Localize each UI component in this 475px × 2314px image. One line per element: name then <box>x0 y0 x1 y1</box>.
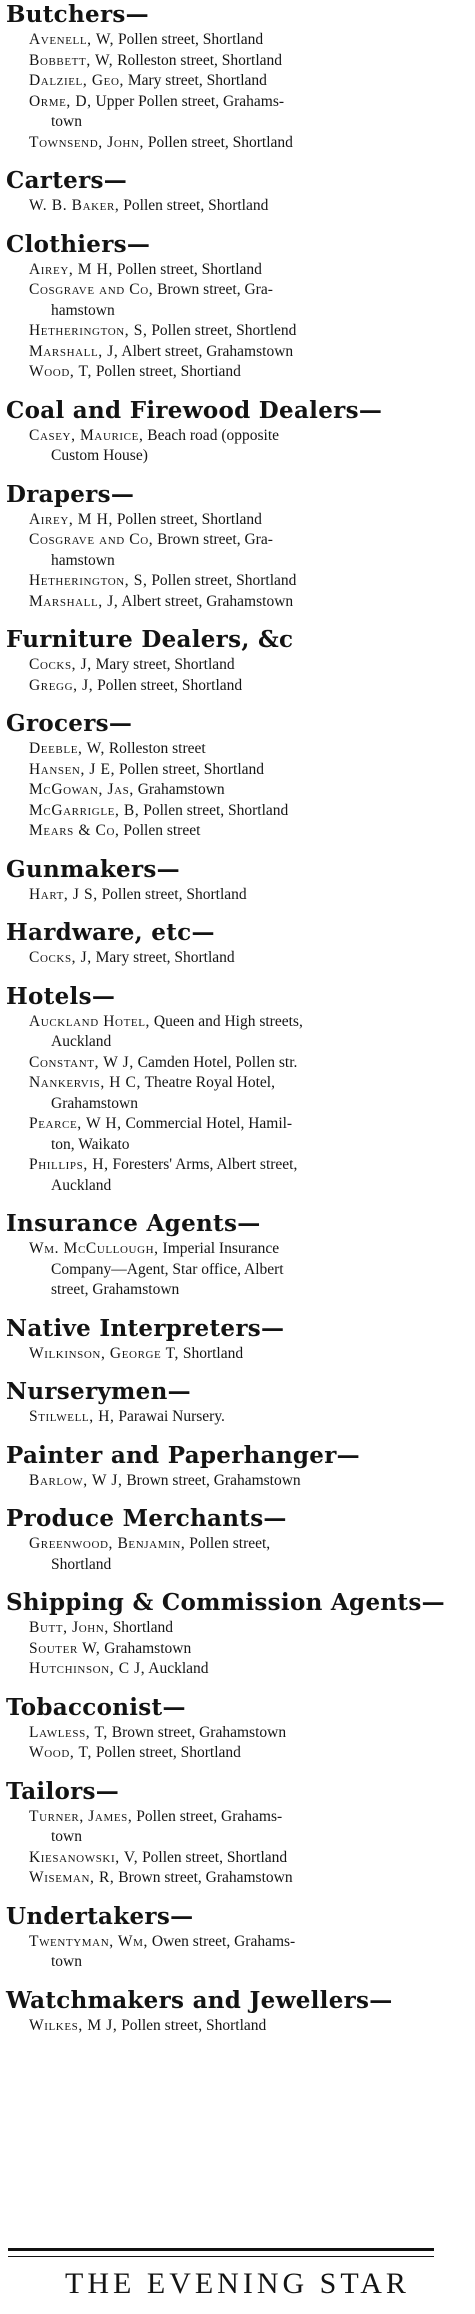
entry-name: Lawless, T, <box>29 1723 108 1741</box>
entry-name: Turner, James, <box>29 1807 133 1825</box>
entry-address: Owen street, Grahams- <box>151 1932 296 1950</box>
directory-section <box>6 1504 470 1575</box>
directory-entry <box>6 571 470 592</box>
entry-address: Albert street, Grahamstown <box>121 342 294 360</box>
directory-entry <box>6 1012 470 1053</box>
entry-address: Mary street, Shortland <box>95 656 235 673</box>
entry-address: Grahamstown <box>104 1639 192 1657</box>
entry-name: Casey, Maurice, <box>29 426 144 444</box>
directory-entry <box>6 1344 470 1365</box>
entry-address: Mary street, Shortland <box>127 72 267 89</box>
entry-name: W. B. Baker, <box>29 197 120 214</box>
section-heading: Grocers— <box>6 710 133 737</box>
directory-entry <box>6 1659 470 1680</box>
entry-name: McGowan, Jas, <box>29 781 134 798</box>
directory-section <box>6 1441 470 1492</box>
directory-section <box>6 0 470 153</box>
entry-name: Gregg, J, <box>29 676 94 694</box>
entry-address: Parawai Nursery. <box>118 1408 225 1425</box>
entry-address: Pollen street, Shortland <box>116 260 262 278</box>
directory-entry <box>6 280 470 321</box>
section-heading: Tailors— <box>6 1777 120 1805</box>
entry-address: Pollen street, <box>189 1535 271 1552</box>
directory-entry <box>6 133 470 154</box>
entry-name: Marshall, J, <box>29 342 119 360</box>
entry-name: Hutchinson, C J, <box>29 1660 146 1677</box>
section-heading: Nurserymen— <box>6 1378 191 1405</box>
entry-address: Rolleston street <box>108 740 206 757</box>
entry-address: Commercial Hotel, Hamil- <box>125 1115 293 1132</box>
directory-section <box>6 982 470 1197</box>
entry-name: Avenell, W, <box>29 31 115 48</box>
entry-name: Mears & Co, <box>29 822 120 839</box>
entry-continuation: town <box>51 1828 82 1845</box>
directory-entry <box>6 1239 470 1301</box>
entry-address: Mary street, Shortland <box>95 949 235 966</box>
entry-name: Constant, W J, <box>29 1053 134 1071</box>
entry-name: Cocks, J, <box>29 656 92 673</box>
entry-address: Imperial Insurance <box>162 1240 280 1257</box>
entry-name: Wood, T, <box>29 1744 92 1761</box>
directory-entry <box>6 2016 470 2037</box>
directory-section <box>6 625 470 696</box>
directory-entry <box>6 655 470 676</box>
entry-name: Phillips, H, <box>29 1156 109 1173</box>
entry-name: Marshall, J, <box>29 592 119 610</box>
entry-name: Hart, J S, <box>29 885 98 903</box>
entry-continuation: Company—Agent, Star office, Albert <box>51 1260 284 1278</box>
directory-entry <box>6 948 470 969</box>
entry-address: Pollen street, Shortland <box>143 801 289 819</box>
entry-name: Cocks, J, <box>29 949 92 966</box>
entry-name: Barlow, W J, <box>29 1471 123 1489</box>
directory-entry <box>6 1053 470 1074</box>
directory-section <box>6 918 470 969</box>
directory-section <box>6 855 470 906</box>
directory-section <box>6 1314 470 1365</box>
entry-address: Queen and High streets, <box>153 1012 303 1030</box>
entry-name: Hetherington, S, <box>29 322 148 339</box>
entry-address: Pollen street, Shortland <box>151 572 297 589</box>
entry-continuation: ton, Waikato <box>51 1135 130 1153</box>
directory-entry <box>6 1155 470 1196</box>
section-heading: Insurance Agents— <box>6 1210 261 1237</box>
directory-entry <box>6 1848 470 1869</box>
entry-name: Hansen, J E, <box>29 760 116 778</box>
entry-name: Twentyman, Wm, <box>29 1932 149 1950</box>
entry-name: Souter W, <box>29 1639 101 1657</box>
entry-name: Hetherington, S, <box>29 572 148 589</box>
double-rule-divider <box>8 2248 434 2257</box>
entry-name: Cosgrave and Co, <box>29 531 154 548</box>
directory-entry <box>6 510 470 531</box>
entry-address: Rolleston street, Shortland <box>117 51 283 69</box>
masthead-title: THE EVENING STAR <box>65 2267 410 2300</box>
entry-name: Wilkes, M J, <box>29 2016 118 2034</box>
entry-address: Pollen street, Shortland <box>121 2016 267 2034</box>
entry-address: Pollen street, Shortiand <box>95 363 241 380</box>
entry-name: Pearce, W H, <box>29 1115 122 1132</box>
entry-continuation: hamstown <box>51 301 115 319</box>
directory-entry <box>6 1073 470 1114</box>
section-heading: Butchers— <box>6 1 149 28</box>
entry-name: Butt, John, <box>29 1619 109 1636</box>
directory-entry <box>6 321 470 342</box>
entry-name: Kiesanowski, V, <box>29 1848 139 1866</box>
entry-address: Theatre Royal Hotel, <box>144 1074 275 1091</box>
directory-section <box>6 1693 470 1764</box>
entry-address: Upper Pollen street, Grahams- <box>95 92 285 110</box>
section-heading: Coal and Firewood Dealers— <box>6 396 383 424</box>
entry-address: Brown street, Gra- <box>157 531 273 548</box>
entry-address: Camden Hotel, Pollen str. <box>137 1053 298 1071</box>
entry-continuation: Auckland <box>51 1033 112 1050</box>
entry-address: Pollen street, Grahams- <box>136 1807 283 1825</box>
directory-entry <box>6 362 470 383</box>
entry-name: Orme, D, <box>29 92 92 110</box>
entry-address: Brown street, Grahamstown <box>118 1869 293 1886</box>
entry-name: Stilwell, H, <box>29 1408 115 1425</box>
entry-address: Albert street, Grahamstown <box>121 592 294 610</box>
entry-name: Wood, T, <box>29 363 92 380</box>
directory-entry <box>6 592 470 613</box>
directory-entry <box>6 51 470 72</box>
directory-entry <box>6 71 470 92</box>
entry-name: Wm. McCullough, <box>29 1240 159 1257</box>
entry-address: Pollen street, Shortland <box>97 676 243 694</box>
directory-entry <box>6 1868 470 1889</box>
section-heading: Hardware, etc— <box>6 919 215 946</box>
entry-address: Pollen street, Shortland <box>95 1744 241 1761</box>
entry-address: Pollen street, Shortland <box>101 885 247 903</box>
entry-continuation: Grahamstown <box>51 1094 138 1112</box>
entry-name: McGarrigle, B, <box>29 801 140 819</box>
directory-entry <box>6 1114 470 1155</box>
directory-entry <box>6 1743 470 1764</box>
directory-entry <box>6 676 470 697</box>
directory-entry <box>6 30 470 51</box>
directory-section <box>6 396 470 467</box>
section-heading: Painter and Paperhanger— <box>6 1441 360 1469</box>
entry-address: Pollen street, Shortland <box>118 31 264 48</box>
entry-name: Townsend, John, <box>29 133 144 151</box>
entry-address: Pollen street, Shortland <box>142 1848 288 1866</box>
entry-address: Brown street, Grahamstown <box>126 1471 301 1489</box>
directory-entry <box>6 760 470 781</box>
entry-address: Pollen street, Shortland <box>118 760 265 778</box>
entry-name: Dalziel, Geo, <box>29 72 124 89</box>
directory-entry <box>6 801 470 822</box>
entry-name: Nankervis, H C, <box>29 1074 141 1091</box>
directory-entry <box>6 1807 470 1848</box>
directory-entry <box>6 260 470 281</box>
directory-section <box>6 1377 470 1428</box>
entry-address: Shortland <box>112 1619 173 1636</box>
directory-entry <box>6 426 470 467</box>
entry-continuation: Shortland <box>51 1555 112 1573</box>
entry-address: Grahamstown <box>137 781 225 798</box>
directory-entry <box>6 1932 470 1973</box>
directory-section <box>6 1209 470 1301</box>
directory-entry <box>6 821 470 842</box>
entry-continuation: town <box>51 113 82 130</box>
entry-name: Airey, M H, <box>29 260 113 278</box>
directory-entry <box>6 342 470 363</box>
directory-entry <box>6 1407 470 1428</box>
section-heading: Shipping & Commission Agents— <box>6 1589 445 1616</box>
entry-name: Greenwood, Benjamin, <box>29 1535 186 1552</box>
section-heading: Native Interpreters— <box>6 1314 285 1342</box>
section-heading: Undertakers— <box>6 1902 194 1930</box>
entry-name: Bobbett, W, <box>29 51 114 69</box>
entry-name: Auckland Hotel, <box>29 1012 151 1030</box>
entry-continuation: Auckland <box>51 1176 112 1194</box>
entry-name: Wiseman, R, <box>29 1869 115 1886</box>
directory-entry <box>6 1618 470 1639</box>
entry-continuation: town <box>51 1953 82 1970</box>
entry-address: Foresters' Arms, Albert street, <box>112 1156 298 1173</box>
section-heading: Tobacconist— <box>6 1693 186 1721</box>
directory-section <box>6 1986 470 2037</box>
entry-continuation: Custom House) <box>51 447 148 464</box>
entry-address: Pollen street <box>123 822 201 839</box>
entry-continuation: hamstown <box>51 551 115 569</box>
directory-section <box>6 709 470 842</box>
entry-address: Brown street, Grahamstown <box>111 1723 287 1741</box>
directory-section <box>6 1902 470 1973</box>
entry-address: Brown street, Gra- <box>157 281 273 298</box>
section-heading: Hotels— <box>6 982 116 1010</box>
entry-name: Cosgrave and Co, <box>29 281 154 298</box>
directory-entry <box>6 530 470 571</box>
directory-entry <box>6 885 470 906</box>
section-heading: Gunmakers— <box>6 855 180 883</box>
business-directory <box>6 0 470 2036</box>
entry-address: Pollen street, Shortland <box>123 197 269 214</box>
directory-entry <box>6 196 470 217</box>
directory-entry <box>6 1639 470 1660</box>
directory-entry <box>6 92 470 133</box>
entry-address: Pollen street, Shortland <box>147 133 293 151</box>
entry-name: Airey, M H, <box>29 510 113 528</box>
entry-address: Beach road (opposite <box>147 426 280 444</box>
entry-name: Wilkinson, George T, <box>29 1344 179 1362</box>
entry-address: Auckland <box>148 1660 209 1677</box>
directory-entry <box>6 1723 470 1744</box>
section-heading: Clothiers— <box>6 230 151 258</box>
entry-name: Deeble, W, <box>29 740 105 757</box>
directory-entry <box>6 739 470 760</box>
section-heading: Drapers— <box>6 480 135 508</box>
directory-entry <box>6 780 470 801</box>
entry-address: Shortland <box>182 1344 244 1362</box>
directory-section <box>6 166 470 217</box>
directory-section <box>6 1777 470 1889</box>
directory-entry <box>6 1471 470 1492</box>
entry-address: Pollen street, Shortlend <box>151 322 297 339</box>
section-heading: Produce Merchants— <box>6 1505 287 1532</box>
section-heading: Furniture Dealers, &c <box>6 626 294 653</box>
directory-section <box>6 230 470 383</box>
section-heading: Watchmakers and Jewellers— <box>6 1986 393 2014</box>
directory-section <box>6 1588 470 1680</box>
directory-entry <box>6 1534 470 1575</box>
section-heading: Carters— <box>6 167 128 194</box>
entry-continuation: street, Grahamstown <box>51 1281 180 1298</box>
entry-address: Pollen street, Shortland <box>116 510 262 528</box>
directory-section <box>6 480 470 613</box>
